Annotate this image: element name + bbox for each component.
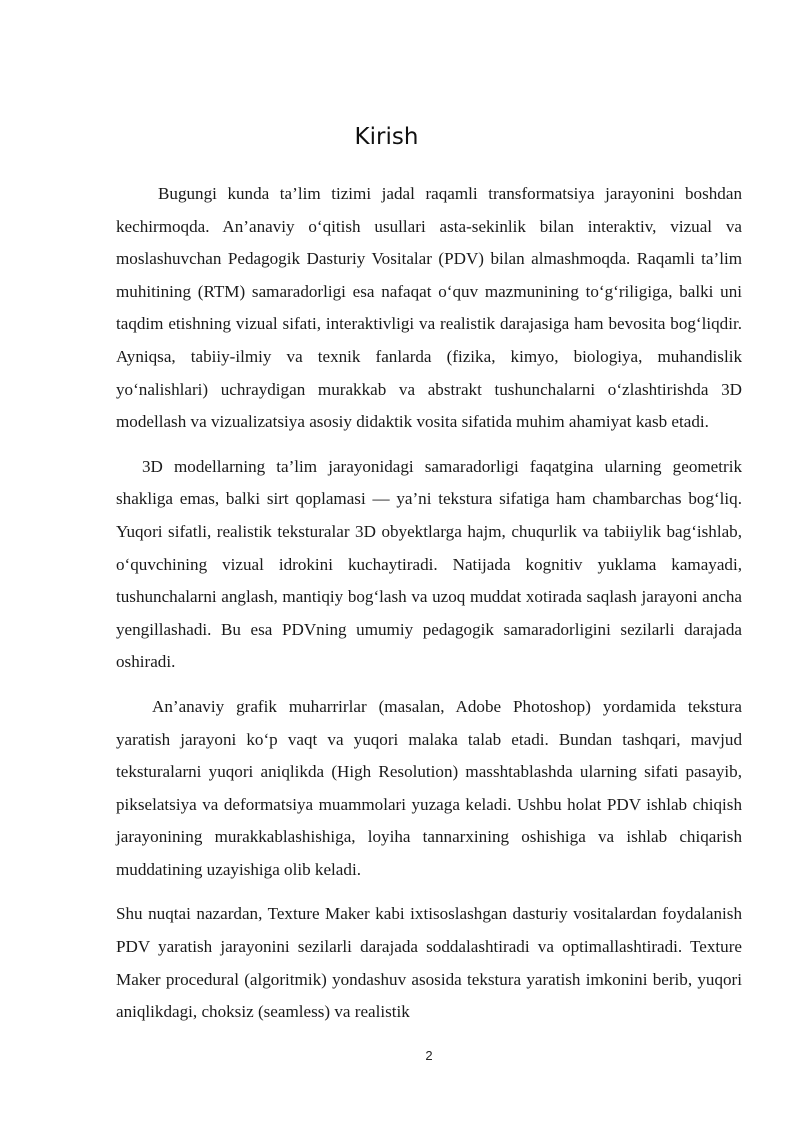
paragraph-3: An’anaviy grafik muharrirlar (masalan, Adobe Photoshop) yordamida tekstura yaratish jarayoni ko‘p vaqt va yuqori malaka talab etadi. Bundan tashqari, mavjud teksturalarni yuqori aniqlikda (High Resolution) masshtablashda ularning sifati pasayib, pikselatsiya va deformatsiya muammolari yuzaga keladi. Ushbu holat PDV ishlab chiqish jarayonining murakkablashishiga, loyiha tannarxining oshishiga va ishlab chiqarish muddatining uzayishiga olib keladi.: [116, 696, 742, 879]
paragraph-4: Shu nuqtai nazardan, Texture Maker kabi ixtisoslashgan dasturiy vositalardan foydalanish PDV yaratish jarayonini sezilarli darajada soddalashtiradi va optimallashtiradi. Texture Maker procedural (algoritmik) yondashuv asosida tekstura yaratish imkonini berib, yuqori aniqlikdagi, choksiz (seamless) va realistik: [116, 904, 742, 1022]
page-title: Kirish: [354, 124, 419, 150]
body-text: [116, 178, 742, 1029]
page-number: 2: [425, 1048, 433, 1063]
paragraph-1: Bugungi kunda ta’lim tizimi jadal raqamli transformatsiya jarayonini boshdan kechirmoqda. An’anaviy o‘qitish usullari asta-sekinlik bilan interaktiv, vizual va moslashuvchan Pedagogik Dasturiy Vositalar (PDV) bilan almashmoqda. Raqamli ta’lim muhitining (RTM) samaradorligi esa nafaqat o‘quv mazmunining to‘g‘riligiga, balki uni taqdim etishning vizual sifati, interaktivligi va realistik darajasiga ham bevosita bog‘liqdir. Ayniqsa, tabiiy-ilmiy va texnik fanlarda (fizika, kimyo, biologiya, muhandislik yo‘nalishlari) uchraydigan murakkab va abstrakt tushunchalarni o‘zlashtirishda 3D modellash va vizualizatsiya asosiy didaktik vosita sifatida muhim ahamiyat kasb etadi.: [116, 184, 742, 432]
paragraph-2: 3D modellarning ta’lim jarayonidagi samaradorligi faqatgina ularning geometrik shakliga emas, balki sirt qoplamasi — ya’ni tekstura sifatiga ham chambarchas bog‘liq. Yuqori sifatli, realistik teksturalar 3D obyektlarga hajm, chuqurlik va tabiiylik bag‘ishlab, o‘quvchining vizual idrokini kuchaytiradi. Natijada kognitiv yuklama kamayadi, tushunchalarni anglash, mantiqiy bog‘lash va uzoq muddat xotirada saqlash jarayoni ancha yengillashadi. Bu esa PDVning umumiy pedagogik samaradorligini sezilarli darajada oshiradi.: [116, 456, 742, 672]
